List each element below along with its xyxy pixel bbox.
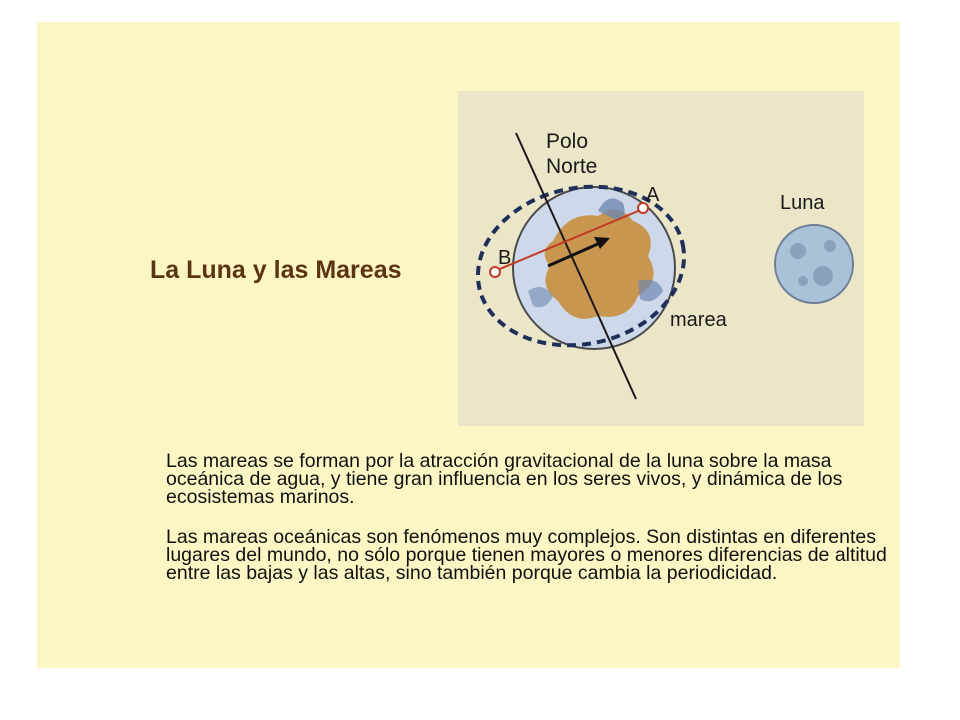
slide-title: La Luna y las Mareas (150, 256, 402, 284)
label-point-b: B (498, 247, 512, 269)
paragraph-2: Las mareas oceánicas son fenómenos muy complejos. Son distintas en diferentes lugares del mundo, no sólo porque tienen mayores o menores diferencias de altitud entre las bajas y las altas, sino también porque cambia la periodicidad. (166, 526, 887, 584)
slide (37, 22, 900, 668)
earth-icon (513, 187, 675, 349)
earth-moon-tide-diagram (458, 91, 864, 426)
body-text (166, 452, 906, 604)
label-point-a: A (646, 184, 660, 206)
label-tide: marea (670, 309, 727, 331)
moon-icon (775, 225, 853, 303)
label-pole-line2: Norte (546, 155, 598, 178)
label-moon: Luna (780, 192, 825, 214)
paragraph-1: Las mareas se forman por la atracción gravitacional de la luna sobre la masa oceánica de agua, y tiene gran influencia en los seres vivos, y dinámica de los ecosistemas marinos. (166, 450, 843, 508)
label-pole-line1: Polo (546, 130, 589, 153)
diagram-svg (458, 91, 864, 426)
